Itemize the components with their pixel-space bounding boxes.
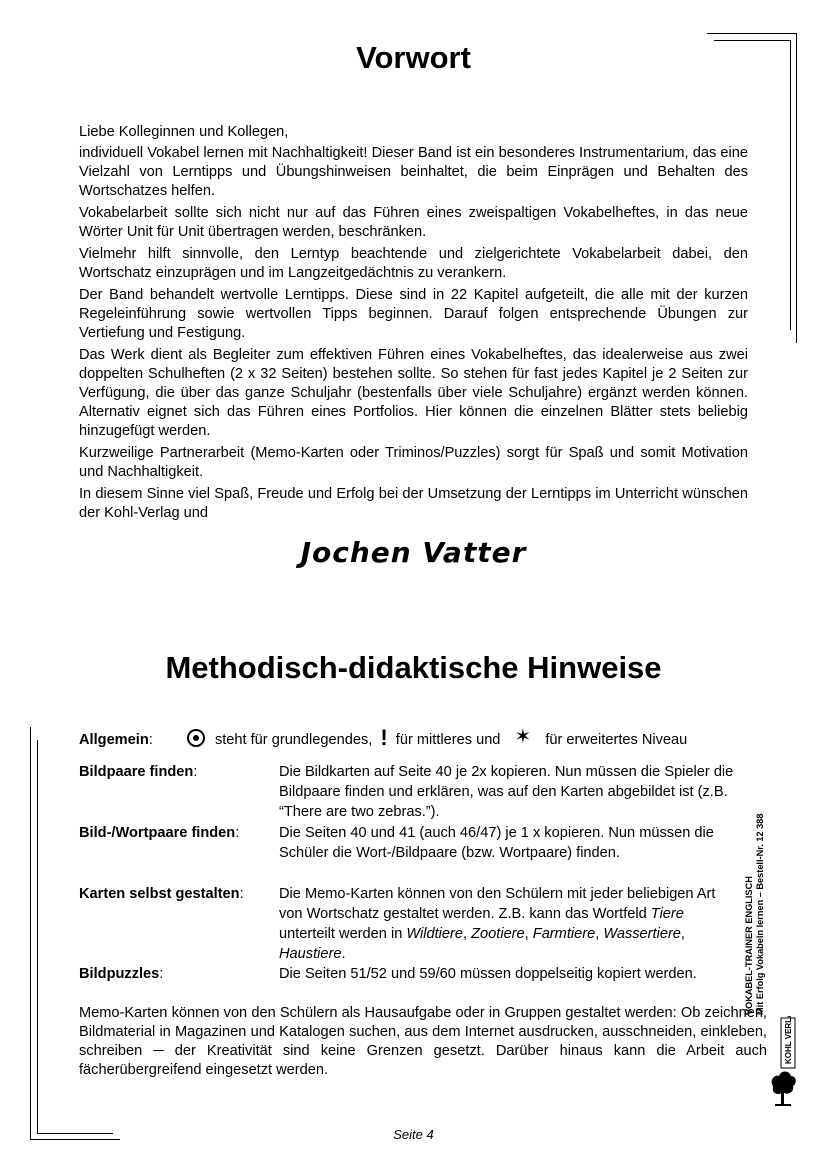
def-text: , [595,926,604,942]
hint-term-colon: : [193,764,198,780]
hint-definition [279,884,739,964]
signature: Jochen Vatter [300,536,527,569]
legend-advanced-text: für erweitertes Niveau [545,732,688,748]
closing-paragraph: Memo-Karten können von den Schülern als Hausaufgabe oder in Gruppen gestaltet werden: Ob zeichnen, Bildmaterial in Magazinen und Katalogen suchen, aus dem Internet ausdrucken, ausschneiden, einkleben, schreiben ─ der Kreativität sind keine Grenzen gesetzt. Darüber hinaus kann die Arbeit auch fächerübergreifend eingesetzt werden. [79,1005,767,1078]
hint-term [79,762,197,782]
page-number: Seite 4 [393,1127,434,1142]
paragraph: Vielmehr hilft sinnvolle, den Lerntyp beachtende und zielgerichtete Vokabelarbeit dabei, den Wortschatz einzuprägen und im Langzeitgedächtnis zu verankern. [79,246,748,281]
paragraph: Vokabelarbeit sollte sich nicht nur auf das Führen eines zweispaltigen Vokabelheftes, in das neue Wörter Unit für Unit übertragen werden, beschränken. [79,205,748,240]
hint-term [79,964,163,984]
tree-logo-icon [769,1016,797,1114]
hint-row [79,762,759,822]
def-italic: Zootiere [471,926,525,942]
frame-top-right-vertical-inner [790,40,791,330]
hint-row [79,884,759,964]
frame-bottom-left-vertical-inner [37,740,38,1133]
hint-term-text: Bildpaare finden [79,764,194,780]
side-imprint-line2: Mit Erfolg Vokabeln lernen – Bestell-Nr. 12 388 [755,813,765,1015]
hint-term-colon: : [235,825,240,841]
def-italic: Wassertiere [603,926,681,942]
frame-bottom-left-vertical [30,727,31,1140]
publisher-logo [769,1016,797,1114]
hint-term-text: Bild-/Wortpaare finden [79,825,236,841]
hint-term-text: Bildpuzzles [79,966,160,982]
def-italic: Wildtiere [406,926,464,942]
vorwort-title: Vorwort [356,40,471,75]
paragraph: In diesem Sinne viel Spaß, Freude und Erfolg bei der Umsetzung der Lerntipps im Unterricht wünschen der Kohl-Verlag und [79,486,748,521]
def-italic: Tiere [650,906,684,922]
salutation: Liebe Kolleginnen und Kollegen, [79,124,289,140]
hint-row [79,964,759,986]
hint-term-colon: : [159,966,164,982]
def-italic: Haustiere [279,946,342,962]
circled-dot-icon [187,729,205,747]
hint-definition: Die Seiten 51/52 und 59/60 müssen doppelseitig kopiert werden. [279,966,697,982]
side-imprint-line1: VOKABEL-TRAINER ENGLISCH [744,876,754,1015]
exclamation-icon: ! [380,725,388,751]
hint-term [79,823,239,843]
frame-top-right-horizontal [707,33,797,34]
def-text: . [341,946,346,962]
legend-basic-text: steht für grundlegendes, [214,732,373,748]
paragraph: Kurzweilige Partnerarbeit (Memo-Karten oder Triminos/Puzzles) sorgt für Spaß und somit Motivation und Nachhaltigkeit. [79,445,748,480]
def-text: unterteilt werden in [279,926,407,942]
def-text: , [524,926,533,942]
hint-definition: Die Seiten 40 und 41 (auch 46/47) je 1 x kopieren. Nun müssen die Schüler die Wort-/Bildpaare (bzw. Wortpaare) finden. [279,825,714,861]
hint-term-colon: : [239,886,244,902]
level-legend [79,725,759,752]
def-text: , [463,926,472,942]
vorwort-text [79,123,748,526]
paragraph: Der Band behandelt wertvolle Lerntipps. Diese sind in 22 Kapitel aufgeteilt, die alle mit der kurzen Regeleinführung sowie wertvollen Tipps beginnen. Darauf folgen entsprechende Übungen zur Vertiefung und Festigung. [79,287,748,341]
def-text: Die Memo-Karten können von den Schülern mit jeder beliebigen Art von Wortschatz gestaltet werden. Z.B. kann das Wortfeld [279,886,716,922]
legend-medium-text: für mittleres und [395,732,501,748]
def-text: , [680,926,685,942]
logo-text: KOHL VERLAG [784,1016,793,1064]
side-imprint [744,775,766,1015]
def-italic: Farmtiere [532,926,596,942]
legend-label: Allgemein [79,732,149,748]
hint-term [79,884,244,904]
hint-row [79,823,759,883]
hinweise-title: Methodisch-didaktische Hinweise [165,650,662,685]
paragraph: individuell Vokabel lernen mit Nachhaltigkeit! Dieser Band ist ein besonderes Instrumentarium, das eine Vielzahl von Lerntipps und Übungshinweisen beinhaltet, die beim Einprägen und Behalten des Wortschatzes helfen. [79,145,748,199]
legend-colon: : [148,732,153,748]
star-icon: ✶ [514,726,532,749]
paragraph: Das Werk dient als Begleiter zum effektiven Führen eines Vokabelheftes, das idealerweise aus zwei doppelten Schulheften (2 x 32 Seiten) bestehen sollte. So stehen für fast jedes Kapitel je 2 Seiten zur Verfügung, die über das ganze Schuljahr (bestenfalls über viele Schuljahre) ergänzt werden können. Alternativ eignet sich das Führen eines Portfolios. Hier können die einzelnen Blätter stets beliebig hinzugefügt werden. [79,347,748,439]
hint-term-text: Karten selbst gestalten [79,886,240,902]
frame-top-right-vertical [796,33,797,343]
hint-definition: Die Bildkarten auf Seite 40 je 2x kopieren. Nun müssen die Spieler die Bildpaare finden und erklären, was auf den Karten abgebildet ist (z.B. “There are two zebras.”). [279,764,734,820]
